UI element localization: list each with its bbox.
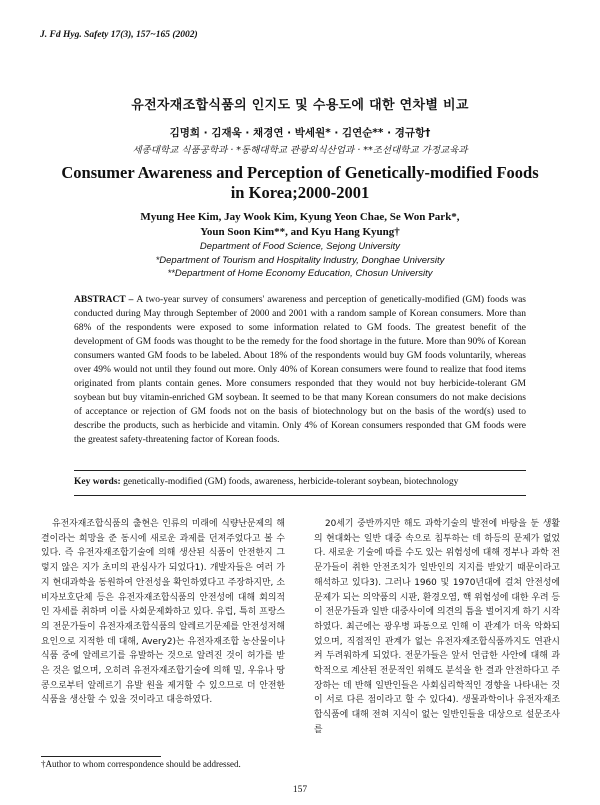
keywords-text: genetically-modified (GM) foods, awareness, herbicide-tolerant soybean, biotechnology xyxy=(123,477,459,487)
abstract-label: ABSTRACT – xyxy=(74,295,137,305)
affiliation-2: *Department of Tourism and Hospitality Industry, Donghae University xyxy=(155,254,445,266)
english-authors xyxy=(40,210,560,240)
korean-affiliations: 세종대학교 식품공학과 · *동해대학교 관광외식산업과 · **조선대학교 가정교육과 xyxy=(132,145,468,156)
body-column-right xyxy=(314,517,560,738)
keywords-label: Key words: xyxy=(74,477,124,487)
english-authors-line2: Youn Soon Kim**, and Kyu Hang Kyung† xyxy=(200,226,400,238)
footnote: †Author to whom correspondence should be addressed. xyxy=(41,759,241,769)
abstract-divider xyxy=(74,470,526,471)
journal-reference: J. Fd Hyg. Safety 17(3), 157~165 (2002) xyxy=(40,30,198,40)
body-paragraph-left: 유전자재조합식품의 출현은 인류의 미래에 식량난문제의 해결이라는 희망을 준 동시에 새로운 과제를 던져주었다고 볼 수 있다. 즉 유전자재조합기술에 의해 생산된 식품이 안전한지 그렇지 않은 지가 초미의 관심사가 되었다1). 개발자들은 여러 가지 현대과학을 동원하여 안전성을 확인하였다고 주장하지만, 소비자보호단체 등은 유전자재조합식품의 안전성에 대해 회의적인 자세를 취하며 이를 사회문제화하고 있다. 유럽, 특히 프랑스의 전문가들이 유전자재조합식품의 알레르기문제를 안전성저해요인으로 지적한 데 대해, Avery2)는 유전자재조합 농산물이나 식품 중에 알레르기를 유발하는 것으로 알려진 것이 허가를 받은 것은 없으며, 오히려 유전자재조합기술에 의해 밀, 우유나 땅콩으로부터 알레르기 유발 원을 제거할 수 있으므로 더 안전한 식품을 생산할 수 있을 것이라고 대응하였다. xyxy=(41,519,285,706)
abstract-text: A two-year survey of consumers' awareness and perception of genetically-modified (GM) foods was conducted during May through September of 2000 and 2001 with a random sample of Korean consumers. More than 68% of the respondents were exposed to some information related to GM foods. The greatest benefit of the development of GM foods was thought to be the remedy for the food shortage in the future. More than 90% of Korean consumers wanted GM foods to be labeled. About 18% of the respondents would buy GM foods voluntarily, whereas over 49% would not until they found out more. Only 40% of Korean consumers were found to realize that food items originated from plants contain genes. More consumers responded that they would not buy herbicide-tolerant GM soybean but buy vitamin-enriched GM soybean. It seemed to be that many Korean consumers do not make decisions of acceptance or rejection of GM foods not on the basis of biotechnology but on the basis of the word(s) used to describe the products, such as herbicide and vitamin. Only 4% of Korean consumers responded that GM foods were the greatest safety-threatening factor of Korean foods. xyxy=(74,295,526,445)
english-title xyxy=(40,163,560,203)
body-paragraph-right: 20세기 중반까지만 해도 과학기술의 발전에 바탕을 둔 생활의 현대화는 일반 대중 속으로 침투하는 데 하등의 문제가 없었다. 새로운 기술에 따를 수도 있는 위험성에 대해 정부나 과학 전문가들이 취한 안전조치가 일반인의 지지를 받았기 때문이라고 해석하고 있다3). 그러나 1960 및 1970년대에 걸쳐 안전성에 문제가 되는 의약품의 시판, 환경오염, 핵 위험성에 대한 우려 등이 전문가들과 일반 대중사이에 의견의 틈을 벌어지게 하기 시작하였다. 최근에는 광우병 파동으로 인해 이 관계가 더욱 악화되었으며, 직접적인 관계가 없는 유전자재조합식품까지도 연관시켜 두려워하게 되었다. 전문가들은 앞서 언급한 사안에 대해 과학적으로 계산된 전문적인 위해도 분석을 한 결과 안전하다고 주장하는 데 반해 일반인들은 사회심리학적인 경향을 나타내는 것이 서로 다른 점이라고 할 수 있다4). 생물과학이나 유전자재조합식품에 대해 전혀 지식이 없는 일반인들을 대상으로 설문조사를 xyxy=(314,519,560,735)
english-authors-line1: Myung Hee Kim, Jay Wook Kim, Kyung Yeon Chae, Se Won Park*, xyxy=(140,211,460,223)
keywords xyxy=(74,477,526,487)
english-title-line2: in Korea;2000-2001 xyxy=(230,183,370,202)
keywords-divider xyxy=(74,495,526,496)
abstract xyxy=(74,293,526,447)
footnote-divider xyxy=(41,756,161,757)
affiliation-1: Department of Food Science, Sejong University xyxy=(199,241,401,252)
affiliation-3: **Department of Home Economy Education, Chosun University xyxy=(167,268,433,279)
page-number: 157 xyxy=(292,785,308,795)
english-affiliations xyxy=(40,240,560,281)
korean-authors: 김명희 · 김재욱 · 채경연 · 박세원* · 김연순** · 경규항† xyxy=(169,127,431,139)
korean-title: 유전자재조합식품의 인지도 및 수용도에 대한 연차별 비교 xyxy=(131,98,469,113)
body-column-left xyxy=(41,517,285,708)
english-title-line1: Consumer Awareness and Perception of Genetically-modified Foods xyxy=(61,163,539,182)
